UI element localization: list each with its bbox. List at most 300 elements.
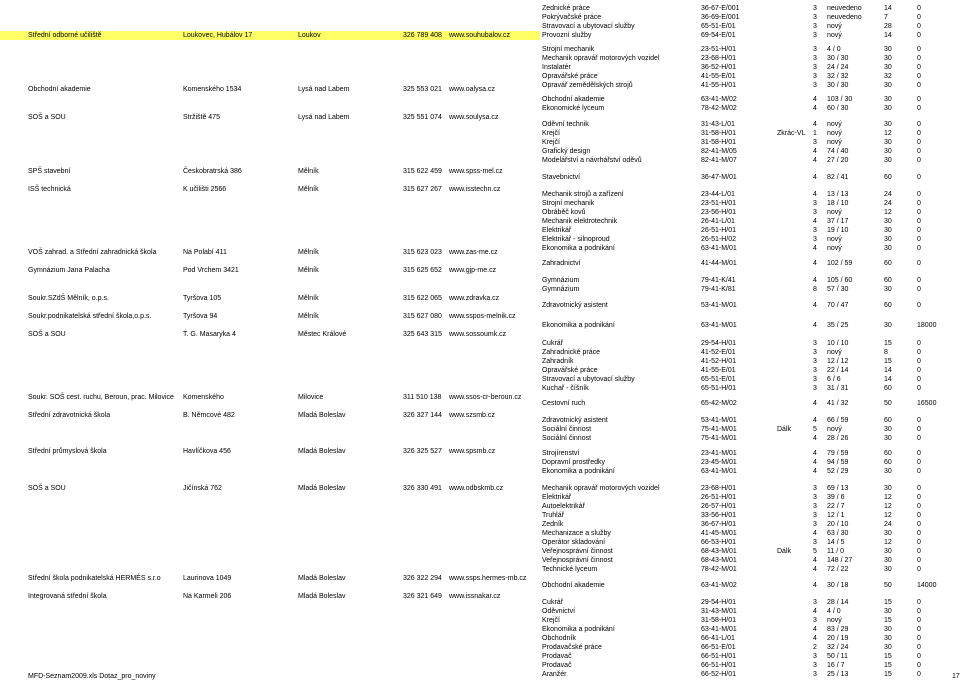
program-length: 4 [813,190,817,198]
program-name: Prodavač [542,652,572,660]
program-length: 2 [813,643,817,651]
program-capacity: 60 [884,301,892,309]
program-capacity: 30 [884,557,892,565]
program-capacity: 30 [884,157,892,165]
school-address: Loukovec, Hubálov 17 [183,32,253,40]
school-town: Loukov [298,32,321,40]
program-row [540,81,960,90]
program-applicants: 20 / 19 [827,634,849,642]
school-website: www.zdravka.cz [449,294,500,302]
program-capacity: 30 [884,607,892,615]
program-length: 4 [813,459,817,467]
program-code: 78-42-M/02 [701,104,737,112]
program-applicants: 102 / 59 [827,260,853,268]
program-row [540,375,960,384]
program-length: 4 [813,120,817,128]
school-town: Městec Králové [298,330,347,338]
program-row [540,226,960,235]
program-applicants: 4 / 0 [827,45,841,53]
program-name: Zahradník [542,357,574,365]
program-length: 3 [813,54,817,62]
program-row [540,147,960,156]
program-capacity: 30 [884,54,892,62]
program-row [540,634,960,643]
school-phone: 315 625 652 [403,267,442,275]
school-address: Komenského [183,394,224,402]
program-name: Zdravotnický asistent [542,301,608,309]
program-fee: 0 [917,190,921,198]
school-website: www.spss-mel.cz [449,167,503,175]
school-name: Gymnázium Jana Palacha [28,267,110,275]
program-applicants: 31 / 31 [827,385,849,393]
program-code: 23-44-L/01 [701,190,735,198]
program-length: 4 [813,157,817,165]
program-name: Prodavač [542,662,572,670]
program-applicants: 6 / 6 [827,376,841,384]
program-capacity: 30 [884,285,892,293]
program-length: 3 [813,339,817,347]
program-row [540,301,960,310]
program-capacity: 12 [884,511,892,519]
school-website: www.gjp-me.cz [449,267,497,275]
program-capacity: 60 [884,174,892,182]
program-row [540,190,960,199]
program-length: 4 [813,400,817,408]
program-length: 3 [813,520,817,528]
school-row [0,248,540,257]
program-applicants: 30 / 30 [827,81,849,89]
program-row [540,493,960,502]
program-applicants: 60 / 30 [827,104,849,112]
program-length: 4 [813,557,817,565]
program-name: Zedník [542,520,564,528]
program-length: 3 [813,484,817,492]
program-row [540,616,960,625]
program-applicants: nový [827,138,842,146]
program-applicants: 16 / 7 [827,662,845,670]
program-fee: 0 [917,598,921,606]
program-name: Pokrývačské práce [542,14,602,22]
program-row [540,458,960,467]
program-applicants: 69 / 13 [827,484,849,492]
school-name: ISŠ technická [28,186,71,193]
program-length: 4 [813,582,817,590]
school-address: Laurinova 1049 [183,575,232,583]
program-name: Krejčí [542,129,560,137]
program-code: 41-45-M/01 [701,529,737,537]
program-code: 41-52-H/01 [701,357,737,365]
program-row [540,652,960,661]
program-capacity: 24 [884,190,892,198]
program-capacity: 30 [884,95,892,103]
program-code: 53-41-M/01 [701,301,737,309]
program-name: Zdravotnický asistent [542,416,608,424]
school-row [0,312,540,321]
program-fee: 0 [917,459,921,467]
school-name: SPŠ stavební [28,167,71,175]
school-name: SOŠ a SOU [28,484,66,492]
program-applicants: 10 / 10 [827,339,849,347]
program-capacity: 12 [884,538,892,546]
program-fee: 0 [917,54,921,62]
program-capacity: 14 [884,32,892,40]
program-name: Zednické práce [542,5,590,12]
program-row [540,565,960,574]
program-row [540,45,960,54]
program-name: Strojní mechanik [542,45,595,53]
program-code: 75-41-M/01 [701,425,737,433]
school-row [0,31,540,40]
program-applicants: 39 / 6 [827,493,845,501]
program-row [540,259,960,268]
program-name: Aranžér [542,671,567,679]
program-name: Stravovací a ubytovací služby [542,23,635,31]
school-website: www.zas-me.cz [449,249,498,257]
program-row [540,13,960,22]
program-capacity: 30 [884,235,892,243]
program-code: 69-54-E/01 [701,32,736,40]
program-fee: 0 [917,147,921,155]
program-applicants: nový [827,616,842,624]
program-capacity: 15 [884,652,892,660]
program-name: Elektrikář - silnoproud [542,235,610,243]
program-row [540,208,960,217]
program-code: 53-41-M/01 [701,416,737,424]
program-name: Obchodní akademie [542,95,605,103]
program-name: Cukrář [542,598,564,606]
program-length: 4 [813,634,817,642]
school-website: www.oalysa.cz [449,86,495,94]
program-applicants: 22 / 7 [827,502,845,510]
program-code: 26-51-H/01 [701,226,737,234]
school-town: Mělník [298,186,319,193]
program-length: 5 [813,425,817,433]
program-applicants: 19 / 10 [827,226,849,234]
program-capacity: 60 [884,260,892,268]
program-row [540,129,960,138]
program-capacity: 30 [884,625,892,633]
program-length: 3 [813,235,817,243]
program-applicants: nový [827,425,842,433]
program-capacity: 8 [884,348,888,356]
program-applicants: 74 / 40 [827,147,849,155]
program-length: 4 [813,434,817,442]
program-fee: 16500 [917,400,937,408]
program-fee: 0 [917,226,921,234]
school-row [0,411,540,420]
school-row [0,592,540,601]
school-name: Střední průmyslová škola [28,448,107,456]
program-row [540,434,960,443]
program-row [540,384,960,393]
program-name: Operátor skladování [542,538,606,546]
program-name: Sociální činnost [542,434,592,442]
program-capacity: 12 [884,129,892,137]
program-fee: 0 [917,493,921,501]
program-capacity: 12 [884,208,892,216]
program-capacity: 30 [884,468,892,476]
school-town: Mladá Boleslav [298,593,346,601]
program-row [540,502,960,511]
program-length: 3 [813,5,817,12]
school-website: www.odbskmb.cz [449,484,504,492]
program-applicants: 28 / 26 [827,434,849,442]
program-name: Prodavačské práce [542,643,602,651]
program-name: Oděvnictví [542,607,576,615]
program-fee: 0 [917,129,921,137]
program-applicants: nový [827,129,842,137]
program-name: Autoelektrikář [542,502,585,510]
program-fee: 0 [917,634,921,642]
program-length: 4 [813,529,817,537]
program-name: Stavebnictví [542,174,581,182]
program-applicants: 20 / 10 [827,520,849,528]
program-capacity: 60 [884,459,892,467]
program-length: 4 [813,607,817,615]
school-phone: 326 327 144 [403,412,442,420]
program-row [540,285,960,294]
program-capacity: 30 [884,484,892,492]
school-name: Soukr. SOŠ cest. ruchu, Beroun, prac. Milovice [28,394,174,402]
program-length: 3 [813,348,817,356]
program-fee: 0 [917,63,921,71]
program-length: 4 [813,244,817,252]
program-row [540,63,960,72]
program-applicants: 22 / 14 [827,367,849,374]
program-code: 63-41-M/01 [701,321,737,329]
program-fee: 0 [917,23,921,31]
program-fee: 0 [917,120,921,128]
program-fee: 0 [917,484,921,492]
program-applicants: 52 / 29 [827,468,849,476]
school-address: Jičínská 762 [183,484,222,492]
school-town: Mladá Boleslav [298,484,346,492]
program-name: Opravář zemědělských strojů [542,81,633,89]
program-name: Grafický design [542,147,591,155]
program-row [540,366,960,375]
program-name: Ekonomika a podnikání [542,244,615,252]
school-phone: 311 510 138 [403,394,442,402]
school-town: Milovice [298,394,324,402]
program-fee: 0 [917,548,921,555]
school-address: Českobratrská 386 [183,167,242,175]
program-capacity: 60 [884,450,892,458]
school-name: Obchodní akademie [28,86,91,94]
program-fee: 0 [917,14,921,22]
school-website: www.szsmb.cz [449,412,495,420]
program-row [540,416,960,425]
school-address: Na Polabí 411 [183,249,227,257]
program-note: Zkrác-VL [777,129,806,137]
school-name: Integrovaná střední škola [28,593,107,601]
program-applicants: nový [827,235,842,243]
program-fee: 0 [917,357,921,365]
school-row [0,393,540,402]
program-name: Kuchař - číšník [542,385,589,393]
program-capacity: 24 [884,520,892,528]
program-fee: 0 [917,339,921,347]
program-length: 3 [813,598,817,606]
program-name: Dopravní prostředky [542,459,606,467]
school-phone: 326 789 408 [403,32,442,40]
program-applicants: 13 / 13 [827,190,849,198]
program-code: 41-55-H/01 [701,81,737,89]
program-length: 3 [813,63,817,71]
program-name: Veřejnosprávní činnost [542,548,613,555]
program-code: 29-54-H/01 [701,598,737,606]
program-fee: 18000 [917,321,937,329]
school-phone: 326 330 491 [403,484,442,492]
program-code: 23-51-H/01 [701,45,737,53]
program-fee: 0 [917,450,921,458]
program-code: 63-41-M/02 [701,95,737,103]
program-row [540,244,960,253]
program-fee: 0 [917,425,921,433]
program-name: Elektrikář [542,493,572,501]
program-capacity: 30 [884,634,892,642]
program-row [540,4,960,13]
program-code: 29-54-H/01 [701,339,737,347]
program-fee: 0 [917,174,921,182]
program-applicants: nový [827,23,842,31]
school-town: Mělník [298,294,319,302]
program-code: 31-58-H/01 [701,616,737,624]
program-length: 3 [813,367,817,374]
program-row [540,199,960,208]
program-applicants: 32 / 24 [827,643,849,651]
school-website: www.ssps.hermes-mb.cz [449,575,527,583]
program-name: Stravovací a ubytovací služby [542,376,635,384]
program-name: Oděvní technik [542,120,589,128]
program-name: Mechanizace a služby [542,529,611,537]
program-applicants: 82 / 41 [827,174,849,182]
program-fee: 0 [917,511,921,519]
program-row [540,449,960,458]
program-length: 4 [813,95,817,103]
program-capacity: 30 [884,226,892,234]
school-name: Soukr.SZdŠ Mělník, o.p.s. [28,294,109,302]
program-length: 3 [813,385,817,393]
program-code: 63-41-M/01 [701,625,737,633]
program-capacity: 30 [884,147,892,155]
program-fee: 0 [917,72,921,80]
school-town: Mělník [298,267,319,275]
program-row [540,529,960,538]
program-row [540,321,960,330]
program-fee: 0 [917,434,921,442]
program-row [540,581,960,590]
program-row [540,520,960,529]
program-capacity: 60 [884,416,892,424]
program-applicants: 18 / 10 [827,199,849,207]
program-applicants: 35 / 25 [827,321,849,329]
program-applicants: 41 / 32 [827,400,849,408]
school-row [0,266,540,275]
program-length: 3 [813,208,817,216]
program-name: Obráběč kovů [542,208,586,216]
program-name: Modelářství a návrhářství oděvů [542,157,642,165]
program-length: 3 [813,226,817,234]
program-length: 3 [813,32,817,40]
program-name: Gymnázium [542,285,580,293]
program-row [540,72,960,81]
school-website: www.ssos-cr-beroun.cz [449,394,522,402]
program-fee: 0 [917,538,921,546]
program-length: 3 [813,493,817,501]
school-address: T. G. Masaryka 4 [183,330,236,338]
school-phone: 326 321 649 [403,593,442,601]
program-fee: 0 [917,520,921,528]
program-code: 65-42-M/02 [701,400,737,408]
program-length: 4 [813,468,817,476]
program-applicants: neuvedeno [827,14,862,22]
program-row [540,484,960,493]
program-length: 3 [813,502,817,510]
program-length: 3 [813,376,817,384]
program-fee: 0 [917,616,921,624]
program-capacity: 15 [884,671,892,679]
program-row [540,598,960,607]
program-fee: 0 [917,529,921,537]
program-name: Obchodní akademie [542,582,605,590]
school-row [0,484,540,493]
program-length: 4 [813,321,817,329]
program-capacity: 30 [884,120,892,128]
program-length: 3 [813,671,817,679]
program-code: 31-58-H/01 [701,129,737,137]
program-name: Strojírenství [542,450,580,458]
program-code: 78-42-M/01 [701,566,737,574]
program-name: Mechanik opravář motorových vozidel [542,484,660,492]
program-code: 66-51-H/01 [701,662,737,670]
program-applicants: 25 / 13 [827,671,849,679]
program-length: 3 [813,72,817,80]
program-capacity: 30 [884,244,892,252]
program-row [540,348,960,357]
school-address: Tyršova 105 [183,294,222,302]
page-number: 17 [952,673,960,680]
program-name: Ekonomika a podnikání [542,625,615,633]
program-code: 23-68-H/01 [701,484,737,492]
program-fee: 0 [917,468,921,476]
school-name: Střední odborné učiliště [28,32,102,40]
program-row [540,625,960,634]
program-fee: 0 [917,502,921,510]
program-fee: 0 [917,138,921,146]
program-row [540,399,960,408]
program-row [540,661,960,670]
school-town: Mělník [298,249,319,257]
program-length: 5 [813,548,817,555]
program-applicants: 70 / 47 [827,301,849,309]
school-row [0,113,540,122]
program-name: Obchodník [542,634,576,642]
program-row [540,235,960,244]
school-phone: 315 622 065 [403,294,442,302]
program-length: 4 [813,450,817,458]
school-row [0,574,540,583]
school-town: Lysá nad Labem [298,113,350,121]
program-applicants: 28 / 14 [827,598,849,606]
program-fee: 0 [917,95,921,103]
school-address: Pod Vrchem 3421 [183,267,239,275]
program-row [540,339,960,348]
program-length: 3 [813,138,817,146]
school-phone: 326 325 527 [403,448,442,456]
program-capacity: 15 [884,339,892,347]
program-applicants: 12 / 1 [827,511,845,519]
program-name: Zahradnictví [542,260,581,268]
